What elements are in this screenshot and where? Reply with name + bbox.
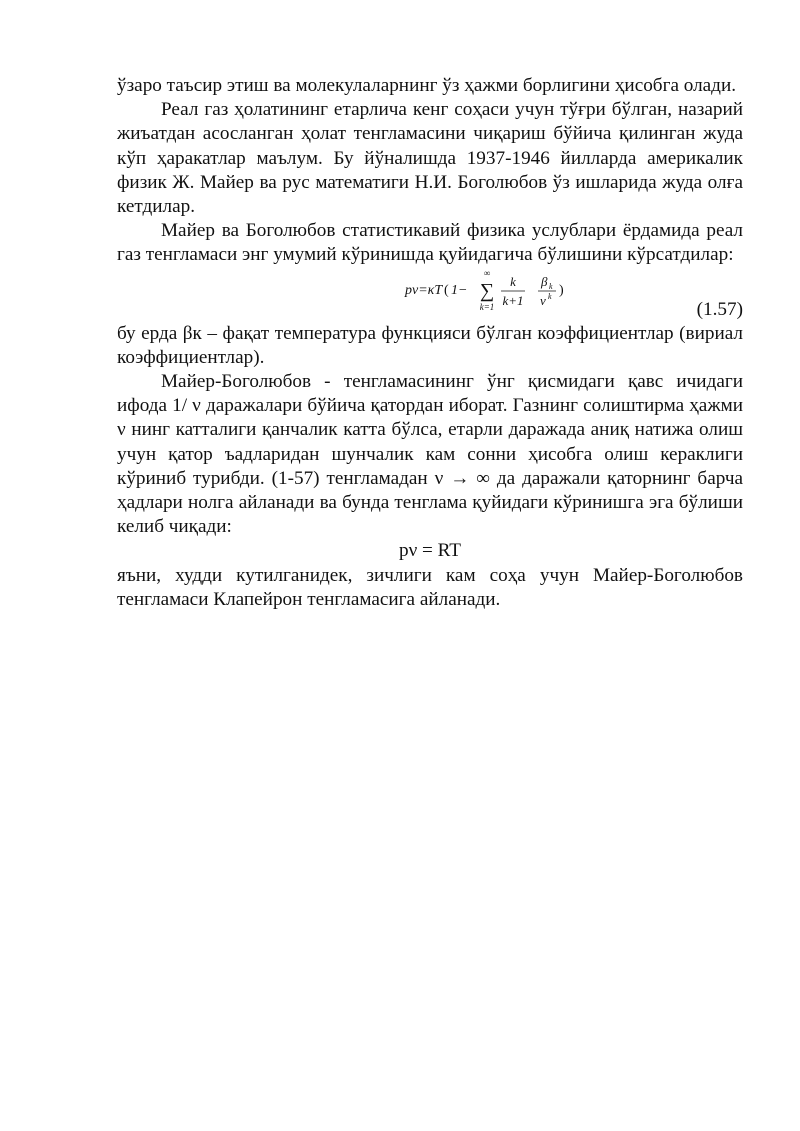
sum-sign: ∑ <box>479 279 495 302</box>
formula-lparen: ( <box>444 282 449 298</box>
formula-rparen: ) <box>559 282 564 298</box>
formula-one: 1− <box>451 282 468 298</box>
paragraph-2: Реал газ ҳолатининг етарлича кенг соҳаси учун тўғри бўлган, назарий жиъатдан асосланган ҳолат тенгламасини чиқариш бўйича қилинган жуда кўп ҳаракатлар маълум. Бу йўналишда 1937-1946 йилларда америкалик физик Ж. Майер ва рус математиги Н.И. Боголюбов ўз ишларида жуда олға кетдилар. <box>117 99 743 218</box>
paragraph-1: ўзаро таъсир этиш ва молекулаларнинг ўз ҳажми борлигини ҳисобга олади. <box>117 75 737 96</box>
paragraph-3: Майер ва Боголюбов статистикавий физика услублари ёрдамида реал газ тенгламаси энг умумий кўринишда қуйидагича бўлишини кўрсатдилар: <box>117 220 743 266</box>
formula-lhs: pν=κT <box>405 282 443 298</box>
fraction2-denominator: ν <box>540 292 546 308</box>
equation-number: (1.57) <box>696 298 743 320</box>
sum-lower-limit: k=1 <box>479 301 495 312</box>
sum-upper-limit: ∞ <box>483 267 491 278</box>
clapeyron-equation: pν = RT <box>398 540 462 562</box>
paragraph-main: Майер-Боголюбов - тенгламасининг ўнг қисмидаги қавс ичидаги ифода 1/ ν даражалари бўйича қатордан иборат. Газнинг солиштирма ҳажми ν нинг катталиги қанчалик катта бўлса, етарли даражада аниқ натижа олиш учун қатор ъадларидан шунчалик кам сонни ҳисобга олиш кераклиги кўриниб турибди. (1-57) тенгламадан ν → ∞ да даражали қаторнинг барча ҳадлари нолга айланади ва бунда тенглама қуйидаги кўринишга эга бўлиши келиб чиқади: <box>117 371 743 538</box>
coefficients-note: бу ерда βк – фақат температура функцияси бўлган коэффициентлар (вириал коэффициентлар). <box>117 322 743 368</box>
fraction1-denominator: k+1 <box>502 292 524 308</box>
fraction2-denominator-sup: k <box>548 291 552 301</box>
document-page <box>117 74 743 612</box>
fraction2-numerator: β <box>541 273 548 289</box>
final-paragraph: яъни, худди кутилганидек, зичлиги кам соҳа учун Майер-Боголюбов тенгламаси Клапейрон тенгламасига айланади. <box>117 564 743 610</box>
formula-svg <box>399 266 599 316</box>
fraction1-numerator: k <box>510 273 516 289</box>
formula-1-57 <box>117 268 743 322</box>
fraction2-numerator-sub: k <box>549 281 553 291</box>
